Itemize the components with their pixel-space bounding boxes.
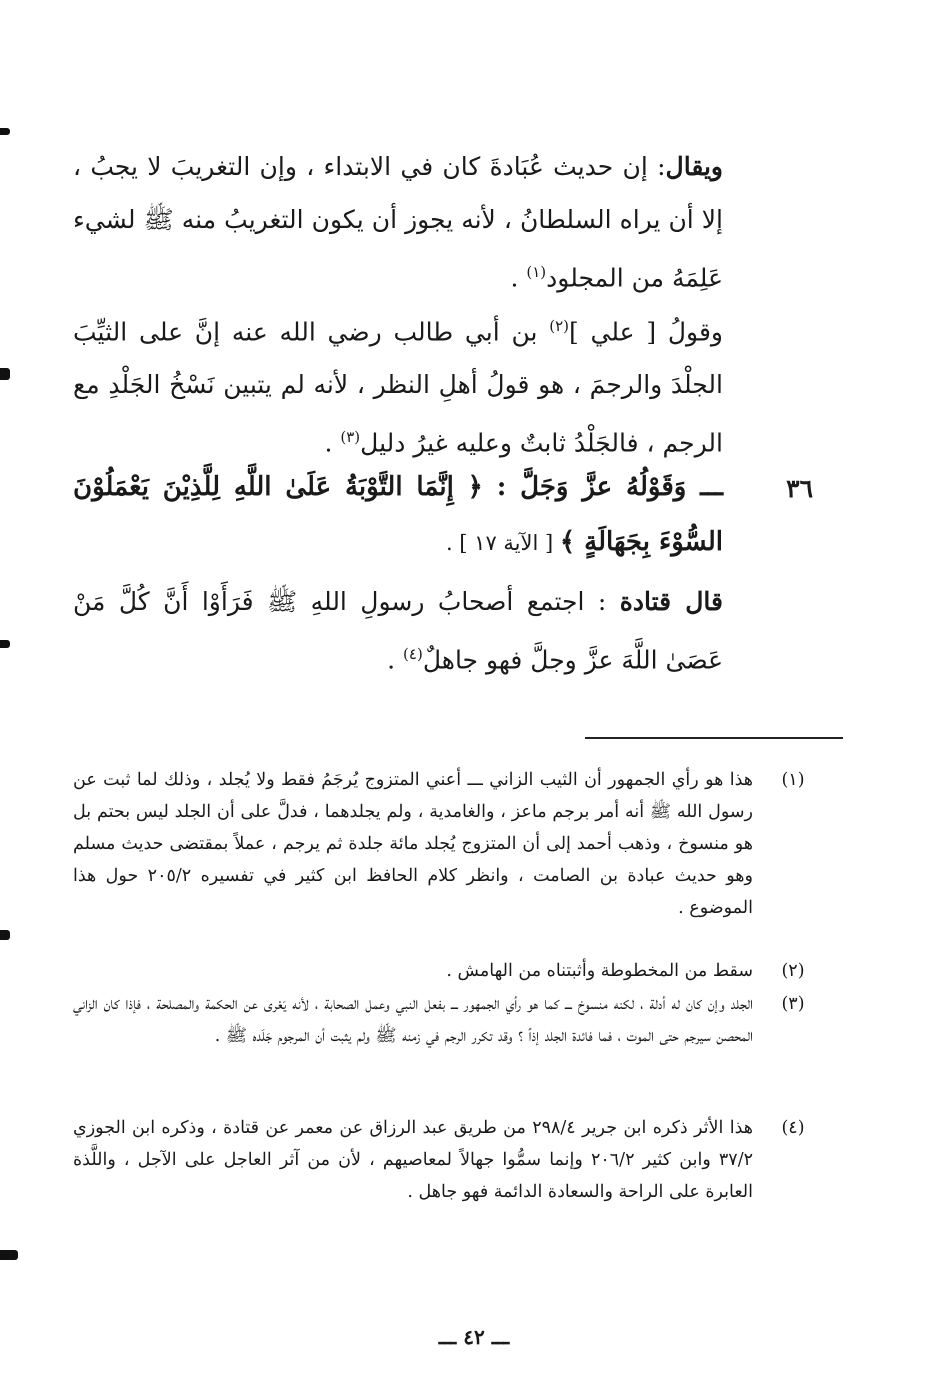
footnote-number: (١) (781, 770, 805, 790)
footnote-2 (73, 955, 805, 987)
page-number: ـــ ٤٢ ـــ (438, 1325, 510, 1349)
footnote-ref-3[interactable]: (٣) (340, 428, 361, 447)
footnote-number: (٤) (781, 1118, 805, 1138)
scan-edge-mark (0, 640, 10, 648)
verse-text (73, 460, 723, 571)
scan-edge-mark (0, 1250, 18, 1260)
paragraph-1: ويقال: إن حديث عُبَادةَ كان في الابتداء ، وإن التغريبَ لا يجبُ ، إلا أن يراه السلطانُ ، لأنه يجوز أن يكون التغريبُ منه ﷺ لشيء عَلِمَهُ من المجلود$^{(١)}$ . (73, 152, 723, 293)
verse-body: ـــ وَقَوْلُهُ عزَّ وَجَلَّ : ﴿ إِنَّمَا التَّوْبَةُ عَلَىٰ اللَّهِ لِلَّذِيْنَ يَعْمَلُوْنَ السُّوْءَ بِجَهَالَةٍ ﴾ (73, 472, 723, 557)
scan-edge-mark (0, 128, 10, 135)
footnote-number: (٢) (781, 961, 805, 981)
paragraph-2-body: وقولُ [ علي ] (569, 317, 723, 347)
footnote-text: هذا هو رأي الجمهور أن الثيب الزاني ـــ أعني المتزوج يُرجَمُ فقط ولا يُجلد ، وذلك لما ثبت عن رسول الله ﷺ أنه أمر برجم ماعز ، والغامدية ، ولم يجلدهما ، فدلَّ على أن الجلد ليس بحتم بل هو منسوخ ، وذهب أحمد إلى أن المتزوج يُجلد مائة جلدة ثم يرجم ، عملاً بمقتضى حديث مسلم وهو حديث عبادة بن الصامت ، وانظر كلام الحافظ ابن كثير في تفسيره ٢٠٥/٢ حول هذا الموضوع . (73, 770, 753, 918)
footnote-text: الجلد وإن كان له أدلة ، لكنه منسوخ ـــ كما هو رأي الجمهور ـــ بفعل النبي وعمل الصحابة ، لأنه يَعْرى عن الحكمة والمصلحة ، فإذا كان الزاني المحصن سيرجم حتى الموت ، فما فائدة الجلد إذاً ؟ وقد تكرر الرجم في زمنه ﷺ ولم يثبت أن المرجوم جَلَده ﷺ . (73, 994, 753, 1046)
footnote-separator (585, 737, 843, 739)
verse-number: ٣٦ (786, 474, 813, 503)
footnote-ref-1[interactable]: (١) (526, 263, 547, 281)
scan-edge-mark (0, 930, 10, 940)
paragraph-3-body: : اجتمع أصحابُ رسولِ اللهِ ﷺ فَرَأَوْا أَنَّ كُلَّ مَنْ عَصَىٰ اللَّهَ عزَّ وجلَّ فهو جاهلٌ (73, 587, 723, 675)
footnote-4 (73, 1112, 805, 1208)
footnote-ref-2[interactable]: (٢) (549, 317, 570, 335)
scan-edge-mark (0, 368, 10, 380)
footnote-3 (73, 988, 805, 1052)
footnote-text: هذا الأثر ذكره ابن جرير ٢٩٨/٤ من طريق عبد الرزاق عن معمر عن قتادة ، وذكره ابن الجوزي ٣٧/٢ وابن كثير ٢٠٦/٢ وإنما سمُّوا جهالاً لمعاصيهم ، لأن من آثر العاجل على الآجل ، واللَّذة العابرة على الراحة والسعادة الدائمة فهو جاهل . (73, 1118, 754, 1202)
footnote-1 (73, 764, 805, 924)
paragraph-3: قال قتادة : اجتمع أصحابُ رسولِ اللهِ ﷺ فَرَأَوْا أَنَّ كُلَّ مَنْ عَصَىٰ اللَّهَ عزَّ وجلَّ فهو جاهلٌ$^{(٤)}$ . (73, 587, 723, 675)
paragraph-1-lead: ويقال (665, 152, 723, 181)
footnote-ref-4[interactable]: (٤) (403, 645, 423, 663)
verse-reference: [ الآية ١٧ ] . (445, 531, 560, 555)
footnote-number: (٣) (781, 994, 805, 1014)
paragraph-1-body: : إن حديث عُبَادةَ كان في الابتداء ، وإن التغريبَ لا يجبُ ، إلا أن يراه السلطانُ ، لأنه يجوز أن يكون التغريبُ منه ﷺ لشيء عَلِمَهُ من المجلود (73, 152, 723, 293)
paragraph-2: وقولُ [ علي ]$^{(٢)}$ بن أبي طالب رضي الله عنه إنَّ على الثيِّبَ الجلْدَ والرجمَ ، هو قولُ أهلِ النظر ، لأنه لم يتبين نَسْخُ الجَلْدِ مع الرجم ، فالجَلْدُ ثابتٌ وعليه غيرُ دليل$^{(٣)}$ . (73, 317, 723, 458)
footnote-text: سقط من المخطوطة وأثبتناه من الهامش . (446, 961, 753, 981)
paragraph-3-lead: قال قتادة (619, 587, 723, 616)
